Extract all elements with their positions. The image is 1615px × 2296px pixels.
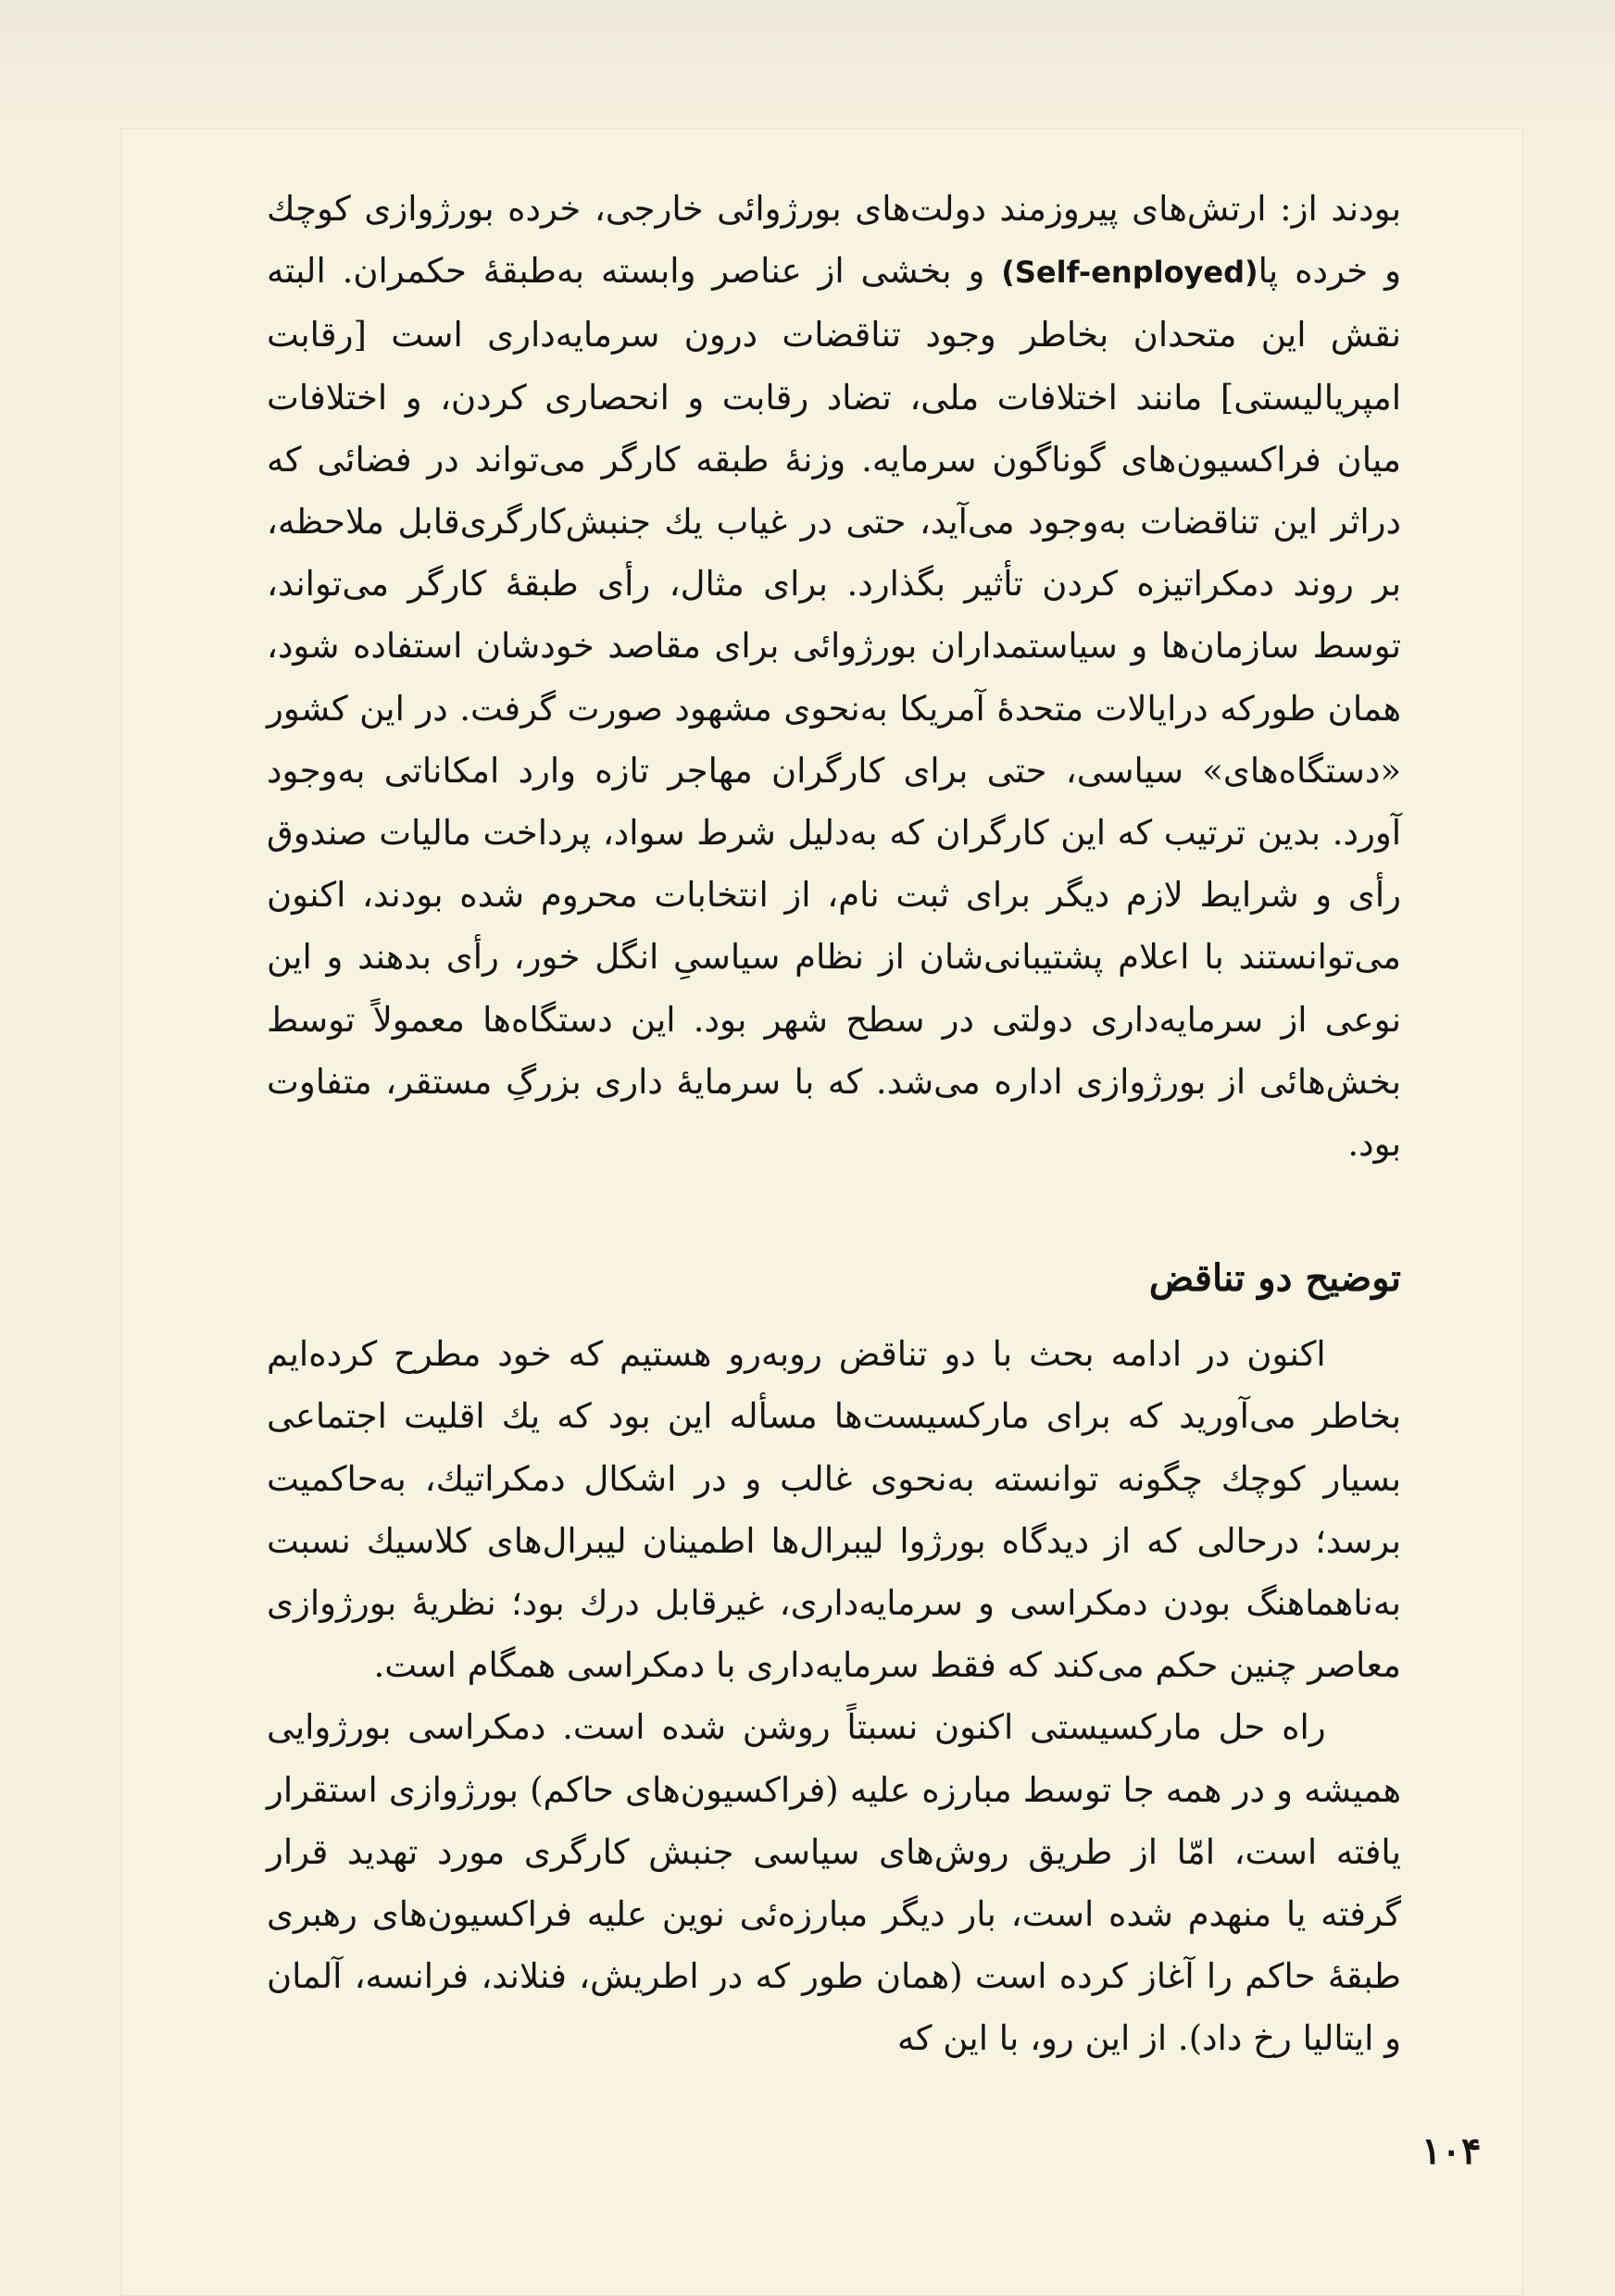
scan-background-top <box>0 0 1615 130</box>
paragraph-1 <box>267 178 1401 1175</box>
page-number: ۱۰۴ <box>1421 2129 1482 2173</box>
page-body <box>267 178 1401 2070</box>
paragraph-1-start: بودند از: ارتش‌های پیروزمند دولت‌های بورژوائی خارجی، خرده بورژوازی کوچك و خرده پا <box>267 189 1401 292</box>
latin-term: (Self-enployed) <box>1001 255 1258 291</box>
paragraph-2: اکنون در ادامه بحث با دو تناقض روبه‌رو هستیم که خود مطرح کرده‌ایم بخاطر می‌آورید که برای مارکسیست‌ها مسأله این بود که یك اقلیت اجتماعی بسیار کوچك چگونه توانسته به‌نحوی غالب و در اشکال دمکراتیك، به‌حاکمیت برسد؛ درحالی که از دیدگاه بورژوا لیبرال‌ها اطمینان لیبرال‌های کلاسیك نسبت به‌ناهماهنگ بودن دمکراسی و سرمایه‌داری، غیرقابل درك بود؛ نظریهٔ بورژوازی معاصر چنین حکم می‌کند که فقط سرمایه‌داری با دمکراسی همگام است. <box>267 1334 1401 1686</box>
section-heading: توضیح دو تناقض <box>1148 1256 1401 1301</box>
paragraph-1-rest: و بخشی از عناصر وابسته به‌طبقهٔ حکمران. البته نقش این متحدان بخاطر وجود تناقضات درون سرمایه‌داری است [رقابت امپریالیستی] مانند اختلافات ملی، تضاد رقابت و انحصاری کردن، و اختلافات میان فراکسیون‌های گوناگون سرمایه. وزنهٔ طبقه کارگر می‌تواند در فضائی که دراثر این تناقضات به‌وجود می‌آید، حتی در غیاب یك جنبش‌کارگری‌قابل ملاحظه، بر روند دمکراتیزه کردن تأثیر بگذارد. برای مثال، رأی طبقهٔ کارگر می‌تواند، توسط سازمان‌ها و سیاستمداران بورژوائی برای مقاصد خودشان استفاده شود، همان طورکه درایالات متحدهٔ آمریکا به‌نحوی مشهود صورت گرفت. در این کشور «دستگاه‌های» سیاسی، حتی برای کارگران مهاجر تازه وارد امکاناتی به‌وجود آورد. بدین ترتیب که این کارگران که به‌دلیل شرط سواد، پرداخت مالیات صندوق رأی و شرایط لازم دیگر برای ثبت نام، از انتخابات محروم شده بودند، اکنون می‌توانستند با اعلام پشتیبانی‌شان از نظام سیاسیِ انگل خور، رأی بدهند و این نوعی از سرمایه‌داری دولتی در سطح شهر بود. این دستگاه‌ها معمولاً توسط بخش‌هائی از بورژوازی اداره می‌شد. که با سرمایهٔ داری بزرگِ مستقر، متفاوت بود. <box>267 251 1401 1165</box>
paragraph-3: راه حل مارکسیستی اکنون نسبتاً روشن شده است. دمکراسی بورژوایی همیشه و در همه جا توسط مبارزه علیه (فراکسیون‌های حاکم) بورژوازی استقرار یافته است، امّا از طریق روش‌های سیاسی جنبش کارگری مورد تهدید قرار گرفته یا منهدم شده است، بار دیگر مبارزه‌ئی نوین علیه فراکسیون‌های رهبری طبقهٔ حاکم را آغاز کرده است (همان طور که در اطریش، فنلاند، فرانسه، آلمان و ایتالیا رخ داد). از این رو، با این که <box>267 1707 1401 2059</box>
